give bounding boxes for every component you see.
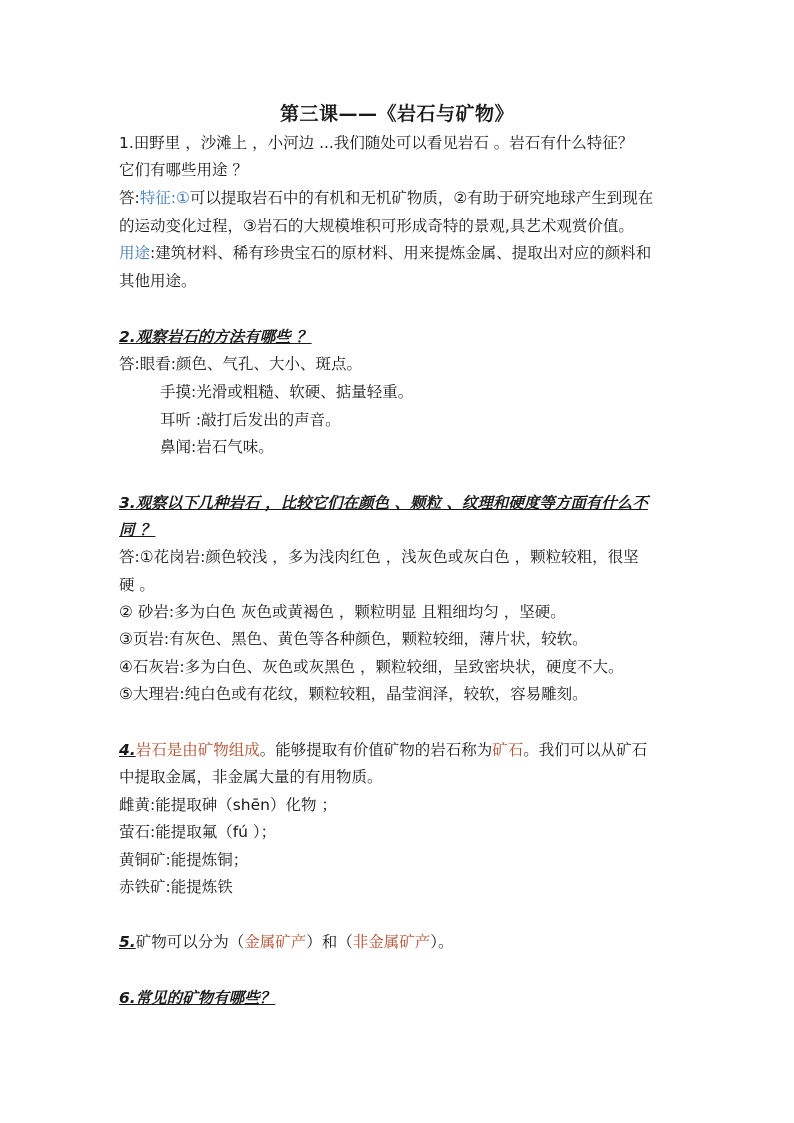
q4-text-2: 。我们可以从矿石 <box>523 741 648 759</box>
q5-text-3: ）。 <box>430 933 454 951</box>
q2-answer-3: 耳听 :敲打后发出的声音。 <box>160 411 341 429</box>
feature-number: ① <box>175 189 190 207</box>
q3-answer-shale: ③页岩:有灰色、黑色、黄色等各种颜色，颗粒较细，薄片状，较软。 <box>119 630 588 648</box>
q5-highlight-2: 非金属矿产 <box>352 933 431 951</box>
q1-answer-use-line1 <box>119 240 651 266</box>
q2-answer-2: 手摸:光滑或粗糙、软硬、掂量轻重。 <box>160 383 414 401</box>
q3-answer-sandstone: ② 砂岩:多为白色 灰色或黄褐色 ，颗粒明显 且粗细均匀 ，坚硬。 <box>119 603 566 621</box>
q4-line1 <box>119 737 647 763</box>
q3-question-line1: 3.观察以下几种岩石 ，比较它们在颜色 、颗粒 、纹理和硬度等方面有什么不 <box>119 494 648 512</box>
q5-text-2: ）和（ <box>306 933 353 951</box>
q3-answer-granite-cont: 硬 。 <box>119 576 155 594</box>
q4-item-chalcopyrite: 黄铜矿:能提炼铜； <box>119 851 249 869</box>
feature-label: 特征: <box>139 189 176 207</box>
q3-answer-marble: ⑤大理岩:纯白色或有花纹，颗粒较粗，晶莹润泽，较软，容易雕刻。 <box>119 685 588 703</box>
q2-answer-4: 鼻闻:岩石气味。 <box>160 438 274 456</box>
q3-question-line2: 同 ？ <box>119 521 156 539</box>
q4-highlight-1: 岩石是由矿物组成 <box>135 741 260 759</box>
q4-item-orpiment: 雌黄:能提取砷（shēn）化物 ； <box>119 796 337 814</box>
q5-highlight-1: 金属矿产 <box>244 933 307 951</box>
q1-question-line1: 1.田野里 ，沙滩上 ，小河边 ...我们随处可以看见岩石 。岩石有什么特征？ <box>119 134 634 152</box>
q3-answer-limestone: ④石灰岩:多为白色、灰色或灰黑色 ，颗粒较细，呈致密块状，硬度不大。 <box>119 658 624 676</box>
q4-number: 4. <box>119 741 136 759</box>
use-label: 用途 <box>119 244 151 262</box>
q4-highlight-2: 矿石 <box>492 741 524 759</box>
q4-item-fluorite: 萤石:能提取氟（fú ）； <box>119 823 277 841</box>
q5-text-1: 矿物可以分为（ <box>135 933 245 951</box>
q4-item-hematite: 赤铁矿:能提炼铁 <box>119 878 233 896</box>
feature-text: 可以提取岩石中的有机和无机矿物质，②有助于研究地球产生到现在 <box>189 189 654 207</box>
q3-answer-granite: 答:①花岗岩:颜色较浅 ，多为浅肉红色 ，浅灰色或灰白色 ，颗粒较粗，很坚 <box>119 548 639 566</box>
q1-answer-feature-line1 <box>119 185 653 211</box>
q2-question: 2.观察岩石的方法有哪些 ？ <box>119 328 312 346</box>
q1-question-line2: 它们有哪些用途 ？ <box>119 161 248 179</box>
q4-line2: 中提取金属，非金属大量的有用物质。 <box>119 768 383 786</box>
page-title: 第三课——《岩石与矿物》 <box>279 103 514 125</box>
q4-text-1: 。能够提取有价值矿物的岩石称为 <box>259 741 493 759</box>
use-text: :建筑材料、稀有珍贵宝石的原材料、用来提炼金属、提取出对应的颜料和 <box>150 244 652 262</box>
q1-answer-feature-line2: 的运动变化过程，③岩石的大规模堆积可形成奇特的景观,具艺术观赏价值。 <box>119 217 634 235</box>
q5-number: 5. <box>119 933 136 951</box>
q1-answer-use-line2: 其他用途。 <box>119 272 197 290</box>
q5-line <box>119 929 454 955</box>
answer-prefix: 答: <box>119 189 140 207</box>
q6-question: 6.常见的矿物有哪些？ <box>119 989 276 1007</box>
q2-answer-1: 答:眼看:颜色、气孔、大小、斑点。 <box>119 355 362 373</box>
